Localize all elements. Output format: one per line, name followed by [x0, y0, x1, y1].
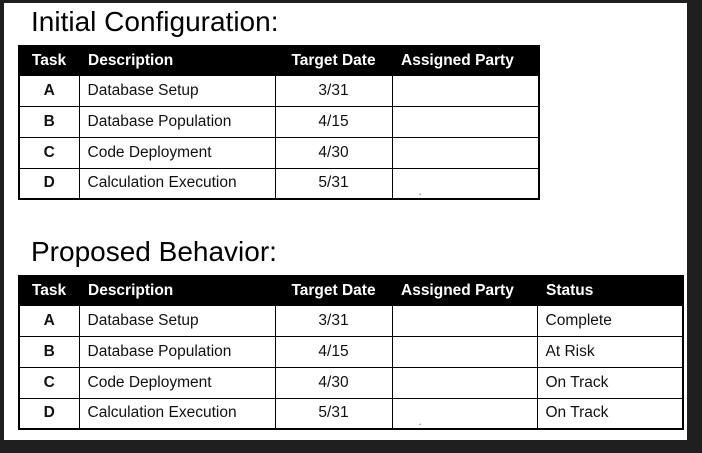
assigned-party-cell	[392, 367, 537, 398]
column-header-description: Description	[79, 276, 275, 305]
table-row	[19, 75, 539, 106]
document-canvas	[4, 3, 687, 440]
column-header-assigned-party: Assigned Party	[392, 46, 539, 75]
assigned-party-cell	[392, 137, 539, 168]
description-cell: Code Deployment	[79, 367, 275, 398]
table-row	[19, 398, 683, 429]
target-date-cell: 3/31	[275, 75, 392, 106]
assigned-party-cell	[392, 305, 537, 336]
description-cell: Calculation Execution	[79, 398, 275, 429]
table-row	[19, 367, 683, 398]
description-cell: Database Setup	[79, 75, 275, 106]
initial-configuration-table	[18, 45, 540, 200]
table-row	[19, 168, 539, 199]
description-cell: Database Population	[79, 106, 275, 137]
table-header-row	[19, 276, 683, 305]
table-row	[19, 305, 683, 336]
table-row	[19, 106, 539, 137]
status-cell: On Track	[537, 398, 683, 429]
task-cell: D	[19, 398, 79, 429]
column-header-description: Description	[79, 46, 275, 75]
stray-mark: ˏ	[418, 415, 422, 426]
target-date-cell: 4/30	[275, 367, 392, 398]
column-header-target-date: Target Date	[275, 46, 392, 75]
column-header-task: Task	[19, 46, 79, 75]
assigned-party-cell	[392, 168, 539, 199]
status-cell: Complete	[537, 305, 683, 336]
table-row	[19, 336, 683, 367]
target-date-cell: 5/31	[275, 168, 392, 199]
task-cell: B	[19, 106, 79, 137]
description-cell: Database Setup	[79, 305, 275, 336]
initial-configuration-heading: Initial Configuration:	[31, 6, 279, 37]
status-cell: At Risk	[537, 336, 683, 367]
proposed-behavior-heading: Proposed Behavior:	[31, 236, 277, 267]
column-header-target-date: Target Date	[275, 276, 392, 305]
table-row	[19, 137, 539, 168]
column-header-status: Status	[537, 276, 683, 305]
description-cell: Code Deployment	[79, 137, 275, 168]
task-cell: C	[19, 367, 79, 398]
target-date-cell: 4/30	[275, 137, 392, 168]
target-date-cell: 3/31	[275, 305, 392, 336]
proposed-behavior-table	[18, 275, 684, 430]
task-cell: C	[19, 137, 79, 168]
target-date-cell: 5/31	[275, 398, 392, 429]
target-date-cell: 4/15	[275, 336, 392, 367]
description-cell: Database Population	[79, 336, 275, 367]
task-cell: D	[19, 168, 79, 199]
assigned-party-cell	[392, 75, 539, 106]
task-cell: A	[19, 75, 79, 106]
assigned-party-cell	[392, 398, 537, 429]
assigned-party-cell	[392, 336, 537, 367]
stray-mark: ˏ	[418, 185, 422, 196]
description-cell: Calculation Execution	[79, 168, 275, 199]
column-header-assigned-party: Assigned Party	[392, 276, 537, 305]
assigned-party-cell	[392, 106, 539, 137]
target-date-cell: 4/15	[275, 106, 392, 137]
column-header-task: Task	[19, 276, 79, 305]
task-cell: A	[19, 305, 79, 336]
status-cell: On Track	[537, 367, 683, 398]
task-cell: B	[19, 336, 79, 367]
table-header-row	[19, 46, 539, 75]
